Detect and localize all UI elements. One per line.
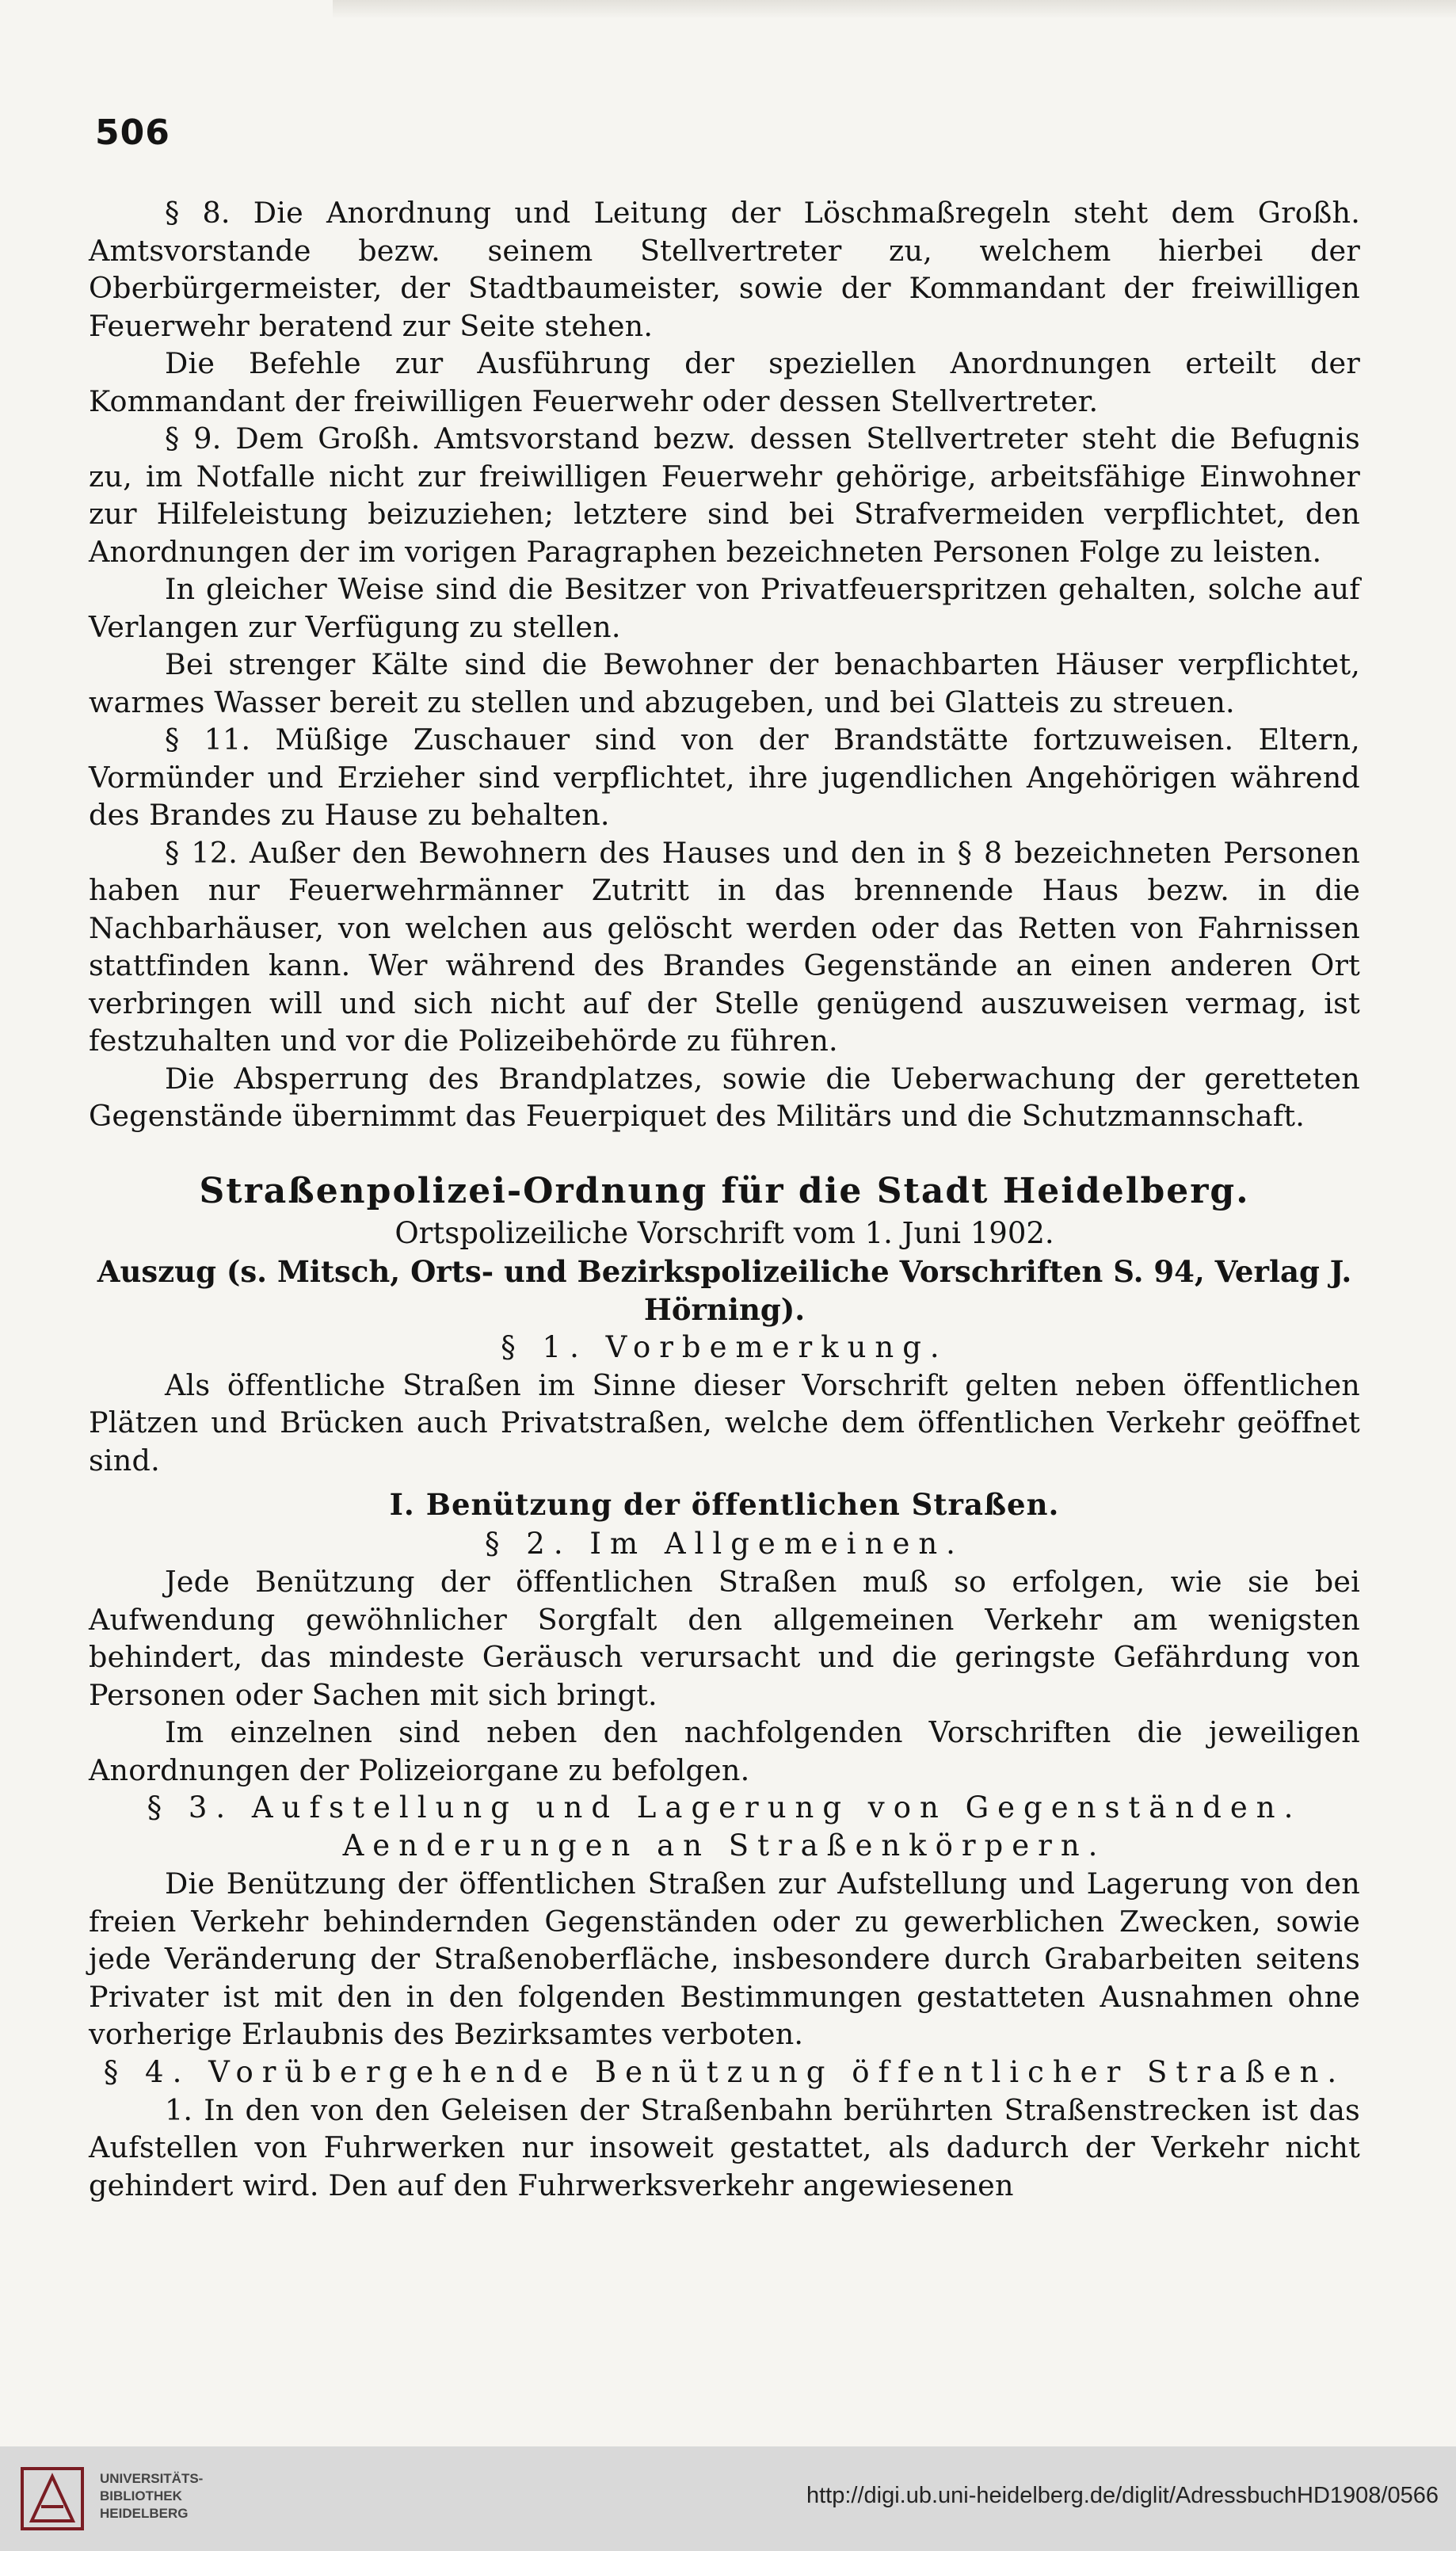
s2-paragraph-1: Jede Benützung der öffentlichen Straßen muß so erfolgen, wie sie bei Aufwendung gewöhnlicher Sorgfalt den allgemeinen Verkehr am wenigsten behindert, das mindeste Geräusch verursacht und die geringste Gefährdung von Personen oder Sachen mit sich bringt. [89, 1565, 1360, 1712]
paragraph-s11: § 11. Müßige Zuschauer sind von der Brandstätte fortzuweisen. Eltern, Vormünder und Erzieher sind verpflichtet, ihre jugendlichen Angehörigen während des Brandes zu Hause zu behalten. [89, 723, 1360, 832]
s4-text: 1. In den von den Geleisen der Straßenbahn berührten Straßenstrecken ist das Aufstellen von Fuhrwerken nur insoweit gestattet, als dadurch der Verkehr nicht gehindert wird. Den auf den Fuhrwerksverkehr angewiesenen [89, 2092, 1360, 2202]
s1-heading: § 1. Vorbemerkung. [501, 1329, 948, 1364]
library-name [100, 2470, 203, 2522]
paragraph-private-pumps: In gleicher Weise sind die Besitzer von Privatfeuerspritzen gehalten, solche auf Verlangen zur Verfügung zu stellen. [89, 572, 1360, 644]
part1-heading: I. Benützung der öffentlichen Straßen. [389, 1487, 1060, 1522]
s2-heading: § 2. Im Allgemeinen. [485, 1527, 964, 1561]
paragraph-cordon: Die Absperrung des Brandplatzes, sowie die Ueberwachung der geretteten Gegenstände übernimmt das Feuerpiquet des Militärs und die Schutzmannschaft. [89, 1061, 1360, 1133]
s3-heading-line1: § 3. Aufstellung und Lagerung von Gegenständen. [147, 1790, 1302, 1825]
section-title: Straßenpolizei-Ordnung für die Stadt Heidelberg. [199, 1170, 1250, 1211]
page-number: 506 [95, 112, 170, 153]
viewer-footer [0, 2446, 1456, 2551]
paragraph-s8: § 8. Die Anordnung und Leitung der Löschmaßregeln steht dem Großh. Amtsvorstande bezw. seinem Stellvertreter zu, welchem hierbei der Oberbürgermeister, der Stadtbaumeister, sowie der Kommandant der freiwilligen Feuerwehr beratend zur Seite stehen. [89, 196, 1360, 343]
s4-heading: § 4. Vorübergehende Benützung öffentlicher Straßen. [103, 2054, 1346, 2089]
s3-text: Die Benützung der öffentlichen Straßen zur Aufstellung und Lagerung von den freien Verkehr behindernden Gegenständen oder zu gewerblichen Zwecken, sowie jede Veränderung der Straßenoberfläche, insbesondere durch Grabarbeiten seitens Privater ist mit den in den folgenden Bestimmungen gestatteten Ausnahmen ohne vorherige Erlaubnis des Bezirksamtes verboten. [89, 1867, 1360, 2051]
extract-line: Auszug (s. Mitsch, Orts- und Bezirkspolizeiliche Vorschriften S. 94, Verlag J. Hörning). [97, 1253, 1352, 1327]
scan-edge [333, 0, 1456, 19]
library-name-line1: UNIVERSITÄTS- [100, 2471, 204, 2486]
library-name-line3: HEIDELBERG [100, 2506, 189, 2521]
ordinance-line: Ortspolizeiliche Vorschrift vom 1. Juni 1902. [394, 1215, 1054, 1250]
library-name-line2: BIBLIOTHEK [100, 2488, 182, 2503]
s1-text: Als öffentliche Straßen im Sinne dieser Vorschrift gelten neben öffentlichen Plätzen und Brücken auch Privatstraßen, welche dem öffentlichen Verkehr geöffnet sind. [89, 1367, 1360, 1478]
page-body [89, 194, 1360, 2204]
s2-paragraph-2: Im einzelnen sind neben den nachfolgenden Vorschriften die jeweiligen Anordnungen der Polizeiorgane zu befolgen. [89, 1715, 1360, 1787]
source-url-link[interactable]: http://digi.ub.uni-heidelberg.de/diglit/AdressbuchHD1908/0566 [806, 2483, 1439, 2508]
paragraph-s9: § 9. Dem Großh. Amtsvorstand bezw. dessen Stellvertreter steht die Befugnis zu, im Notfalle nicht zur freiwilligen Feuerwehr gehörige, arbeitsfähige Einwohner zur Hilfeleistung beizuziehen; letztere sind bei Strafvermeiden verpflichtet, den Anordnungen der im vorigen Paragraphen bezeichneten Personen Folge zu leisten. [89, 421, 1360, 569]
paragraph-s12: § 12. Außer den Bewohnern des Hauses und den in § 8 bezeichneten Personen haben nur Feuerwehrmänner Zutritt in das brennende Haus bezw. in die Nachbarhäuser, von welchen aus gelöscht werden oder das Retten von Fahrnissen stattfinden kann. Wer während des Brandes Gegenstände an einen anderen Ort verbringen will und sich nicht auf der Stelle genügend auszuweisen vermag, ist festzuhalten und vor die Polizeibehörde zu führen. [89, 835, 1360, 1058]
paragraph-cold-weather: Bei strenger Kälte sind die Bewohner der benachbarten Häuser verpflichtet, warmes Wasser bereit zu stellen und abzugeben, und bei Glatteis zu streuen. [89, 647, 1360, 719]
paragraph-s8-orders: Die Befehle zur Ausführung der speziellen Anordnungen erteilt der Kommandant der freiwilligen Feuerwehr oder dessen Stellvertreter. [89, 346, 1360, 418]
university-library-logo-icon[interactable] [14, 2461, 90, 2537]
s3-heading-line2: Aenderungen an Straßenkörpern. [342, 1828, 1107, 1863]
